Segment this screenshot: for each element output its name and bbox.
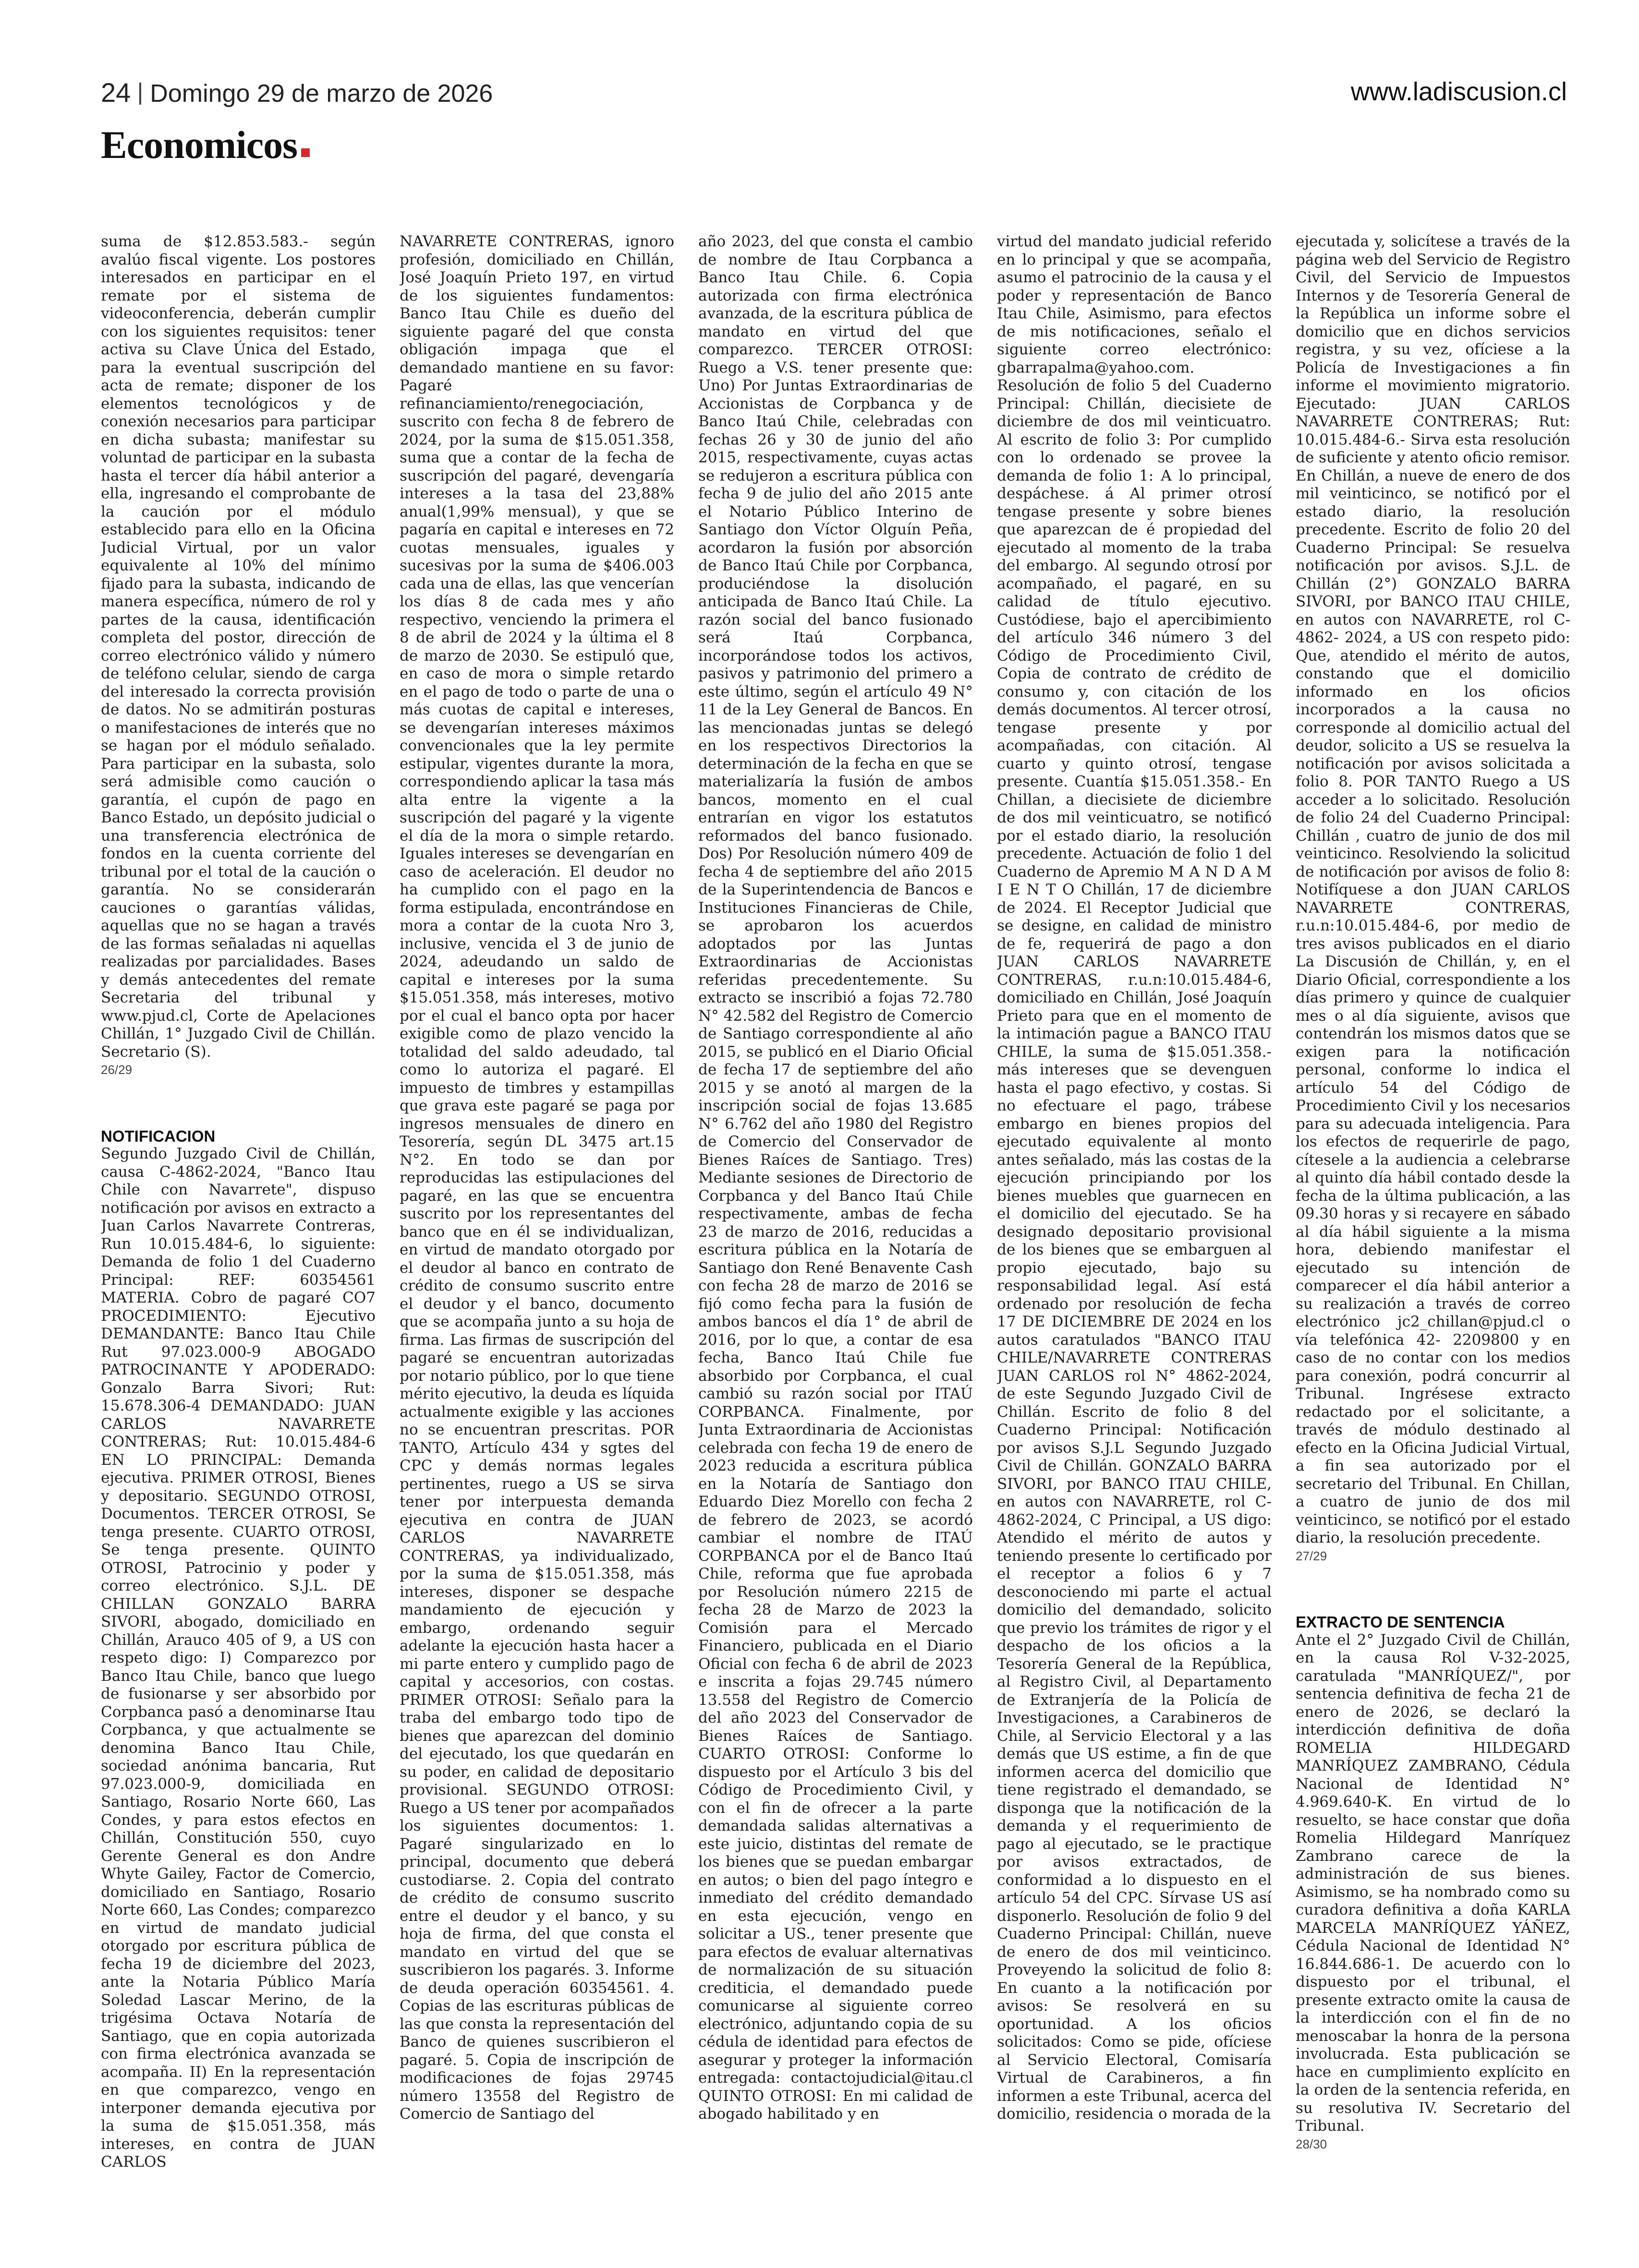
column-4	[997, 233, 1272, 2230]
notice-heading: NOTIFICACION	[101, 1127, 216, 1145]
notice-body: NAVARRETE CONTRERAS, ignoro profesión, domiciliado en Chillán, José Joaquín Prieto 197, en virtud de los siguientes fundamentos: Banco Itau Chile es dueño del siguiente pagaré del que consta obligación impaga que el demandado mantiene en su favor: Pagaré refinanciamiento/renegociación, suscrito con fecha 8 de febrero de 2024, por la suma de $15.051.358, suma que a contar de la fecha de suscripción del pagaré, devengaría intereses a la tasa del 23,88% anual(1,99% mensual), y que se pagaría en capital e intereses en 72 cuotas mensuales, iguales y sucesivas por la suma de $406.003 cada una de ellas, las que vencerían los días 8 de cada mes y año respectivo, venciendo la primera el 8 de abril de 2024 y la última el 8 de marzo de 2030. Se estipuló que, en caso de mora o simple retardo en el pago de todo o parte de una o más cuotas de capital e intereses, se devengarían intereses máximos convencionales que la ley permite estipular, vigentes durante la mora, correspondiendo aplicar la tasa más alta entre la vigente a la suscripción del pagaré y la vigente el día de la mora o simple retardo. Iguales intereses se devengarían en caso de aceleración. El deudor no ha cumplido con el pago en la forma estipulada, encontrándose en mora a contar de la cuota Nro 3, inclusive, vencida el 3 de junio de 2024, adeudando un saldo de capital e intereses por la suma $15.051.358, más intereses, motivo por el cual el banco opta por hacer exigible como de plazo vencido la totalidad del saldo adeudado, tal como lo autoriza el pagaré. El impuesto de timbres y estampillas que grava este pagaré se paga por ingresos mensuales de dinero en Tesorería, según DL 3475 art.15 N°2. En todo se dan por reproducidas las estipulaciones del pagaré, en las que se encuentra suscrito por los representantes del banco que en él se individualizan, en virtud de mandato otorgado por el deudor al banco en contrato de crédito de consumo suscrito entre el deudor y el banco, documento que se acompaña junto a su hoja de firma. Las firmas de suscripción del pagaré se encuentran autorizadas por notario público, por lo que tiene mérito ejecutivo, la deuda es líquida actualmente exigible y las acciones no se encuentran prescritas. POR TANTO, Artículo 434 y sgtes del CPC y demás normas legales pertinentes, ruego a US se sirva tener por interpuesta demanda ejecutiva en contra de JUAN CARLOS NAVARRETE CONTRERAS, ya individualizado, por la suma de $15.051.358, más intereses, disponer se despache mandamiento de ejecución y embargo, ordenando seguir adelante la ejecución hasta hacer a mi parte entero y cumplido pago de capital y accesorios, con costas. PRIMER OTROSI: Señalo para la traba del embargo todo tipo de bienes que aparezcan del dominio del ejecutado, los que quedarán en su poder, en calidad de depositario provisional. SEGUNDO OTROSI: Ruego a US tener por acompañados los siguientes documentos: 1. Pagaré singularizado en lo principal, documento que deberá custodiarse. 2. Copia del contrato de crédito de consumo suscrito entre el deudor y el banco, y su hoja de firma, del que consta el mandato en virtud del que se suscribieron los pagarés. 3. Informe de deuda operación 60354561. 4. Copias de las escrituras públicas de las que consta la representación del Banco de quienes suscribieron el pagaré. 5. Copia de inscripción de modificaciones de fojas 29745 número 13558 del Registro de Comercio de Santiago del	[400, 233, 674, 2123]
column-1	[101, 233, 376, 2230]
folio-divider	[139, 83, 141, 105]
notice-body: Ante el 2° Juzgado Civil de Chillán, en la causa Rol V-32-2025, caratulada "MANRÍQUEZ/", por sentencia definitiva de fecha 21 de enero de 2026, se declaró la interdicción definitiva de doña ROMELIA HILDEGARD MANRÍQUEZ ZAMBRANO, Cédula Nacional de Identidad N° 4.969.640-K. En virtud de lo resuelto, se hace constar que doña Romelia Hildegard Manríquez Zambrano carece de la administración de sus bienes. Asimismo, se ha nombrado como su curadora definitiva a doña KARLA MARCELA MANRÍQUEZ YÁÑEZ, Cédula Nacional de Identidad N° 16.844.686-1. De acuerdo con lo dispuesto por el tribunal, el presente extracto omite la causa de la interdicción con el fin de no menoscabar la honra de la persona involucrada. Esta publicación se hace en cumplimiento explícito en la orden de la sentencia referida, en su resolutiva IV. Secretario del Tribunal.	[1296, 1631, 1570, 2135]
page-header	[101, 72, 1567, 120]
notice-spacer	[101, 1079, 376, 1127]
continued-notice-text: ejecutada y, solicítese a través de la página web del Servicio de Registro Civil, del Servicio de Impuestos Internos y de Tesorería General de la República un informe sobre el domicilio que en dichos servicios registra, y su vez, ofíciese a la Policía de Investigaciones a fin informe el movimiento migratorio. Ejecutado: JUAN CARLOS NAVARRETE CONTRERAS; Rut: 10.015.484-6.- Sirva esta resolución de suficiente y atento oficio remisor. En Chillán, a nueve de enero de dos mil veinticinco, se notificó por el estado diario, la resolución precedente. Escrito de folio 20 del Cuaderno Principal: Se resuelva notificación por avisos. S.J.L. de Chillán (2°) GONZALO BARRA SIVORI, por BANCO ITAU CHILE, en autos con NAVARRETE, rol C-4862- 2024, a US con respeto pido: Que, atendido el mérito de autos, constando que el domicilio informado en los oficios incorporados a la causa no corresponde al domicilio actual del deudor, solicito a US se resuelva la notificación por avisos solicitada a folio 8. POR TANTO Ruego a US acceder a lo solicitado. Resolución de folio 24 del Cuaderno Principal: Chillán , cuatro de junio de dos mil veinticinco. Resolviendo la solicitud de notificación por avisos de folio 8: Notifíquese a don JUAN CARLOS NAVARRETE CONTRERAS, r.u.n:10.015.484-6, por medio de tres avisos publicados en el diario La Discusión de Chillán, y, en el Diario Oficial, correspondiente a los días primero y quince de cualquier mes o al día siguiente, avisos que contendrán los mismos datos que se exigen para la notificación personal, conforme lo indica el artículo 54 del Código de Procedimiento Civil y los necesarios para su adecuada inteligencia. Para los efectos de requerirle de pago, cítesele a la audiencia a celebrarse al quinto día hábil contado desde la fecha de la última publicación, a las 09.30 horas y si recayere en sábado al día hábil siguiente a la misma hora, debiendo manifestar el ejecutado su intención de comparecer el día hábil anterior a su realización a través de correo electrónico jc2_chillan@pjud.cl o vía telefónica 42- 2209800 y en caso de no contar con los medios para conexión, podrá concurrir al Tribunal. Ingrésese extracto redactado por el solicitante, a través de módulo destinado al efecto en la Oficina Judicial Virtual, a fin sea autorizado por el secretario del Tribunal. En Chillan, a cuatro de junio de dos mil veinticinco, se notificó por el estado diario, la resolución precedente.	[1296, 233, 1570, 1546]
notice-body: Segundo Juzgado Civil de Chillán, causa C-4862-2024, "Banco Itau Chile con Navarrete", dispuso notificación por avisos en extracto a Juan Carlos Navarrete Contreras, Run 10.015.484-6, lo siguiente: Demanda de folio 1 del Cuaderno Principal: REF: 60354561 MATERIA. Cobro de pagaré CO7 PROCEDIMIENTO: Ejecutivo DEMANDANTE: Banco Itau Chile Rut 97.023.000-9 ABOGADO PATROCINANTE Y APODERADO: Gonzalo Barra Sivori; Rut: 15.678.306-4 DEMANDADO: JUAN CARLOS NAVARRETE CONTRERAS; Rut: 10.015.484-6 EN LO PRINCIPAL: Demanda ejecutiva. PRIMER OTROSI, Bienes y depositario. SEGUNDO OTROSI, Documentos. TERCER OTROSI, Se tenga presente. CUARTO OTROSI, Se tenga presente. QUINTO OTROSI, Patrocinio y poder y correo electrónico. S.J.L. DE CHILLAN GONZALO BARRA SIVORI, abogado, domiciliado en Chillán, Arauco 405 of 9, a US con respeto digo: I) Comparezco por Banco Itau Chile, banco que luego de fusionarse y ser absorbido por Corpbanca pasó a denominarse Itau Corpbanca, y que actualmente se denomina Banco Itau Chile, sociedad anónima bancaria, Rut 97.023.000-9, domiciliada en Santiago, Rosario Norte 660, Las Condes, y para estos efectos en Chillán, Constitución 550, cuyo Gerente General es don Andre Whyte Gailey, Factor de Comercio, domiciliado en Santiago, Rosario Norte 660, Las Condes; comparezco en virtud de mandato judicial otorgado por escritura pública de fecha 19 de diciembre del 2023, ante la Notaria Público María Soledad Lascar Merino, de la trigésima Octava Notaría de Santiago, que en copia autorizada con firma electrónica avanzada se acompaña. II) En la representación en que comparezco, vengo en interponer demanda ejecutiva por la suma de $15.051.358, más intereses, en contra de JUAN CARLOS	[101, 1145, 376, 2171]
continued-notice-text: suma de $12.853.583.- según avalúo fiscal vigente. Los postores interesados en participar en el remate por el sistema de videoconferencia, deberán cumplir con los siguientes requisitos: tener activa su Clave Única del Estado, para la eventual suscripción del acta de remate; disponer de los elementos tecnológicos y de conexión necesarios para participar en dicha subasta; manifestar su voluntad de participar en la subasta hasta el tercer día hábil anterior a ella, ingresando el comprobante de la caución por el módulo establecido para ello en la Oficina Judicial Virtual, por un valor equivalente al 10% del mínimo fijado para la subasta, indicando de manera específica, número de rol y partes de la causa, identificación completa del postor, dirección de correo electrónico válido y número de teléfono celular, siendo de carga del interesado la correcta provisión de datos. No se admitirán posturas o manifestaciones de interés que no se hagan por el módulo señalado. Para participar en la subasta, solo será admisible como caución o garantía, el cupón de pago en Banco Estado, un depósito judicial o una transferencia electrónica de fondos en la cuenta corriente del tribunal por el total de la caución o garantía. No se considerarán cauciones o garantías válidas, aquellas que no se hagan a través de las formas señaladas ni aquellas realizadas por parcialidades. Bases y demás antecedentes del remate Secretaria del tribunal y www.pjud.cl, Corte de Apelaciones Chillán, 1° Juzgado Civil de Chillán. Secretario (S).	[101, 233, 376, 1061]
notice-heading: EXTRACTO DE SENTENCIA	[1296, 1613, 1505, 1631]
section-title	[101, 122, 310, 168]
notice-reference: 26/29	[101, 1062, 133, 1077]
website-link[interactable]: www.ladiscusion.cl	[1350, 77, 1567, 106]
notice-body: virtud del mandato judicial referido en lo principal y que se acompaña, asumo el patrocinio de la causa y el poder y representación de Banco Itau Chile, Asimismo, para efectos de mis notificaciones, señalo el siguiente correo electrónico: gbarrapalma@yahoo.com. Resolución de folio 5 del Cuaderno Principal: Chillán, diecisiete de diciembre de dos mil veinticuatro. Al escrito de folio 3: Por cumplido con lo ordenado se provee la demanda de folio 1: A lo principal, despáchese. á Al primer otrosí tengase presente y sobre bienes que aparezcan de é propiedad del ejecutado al momento de la traba del embargo. Al segundo otrosí por acompañado, el pagaré, en su calidad de título ejecutivo. Custódiese, bajo el apercibimiento del artículo 346 número 3 del Código de Procedimiento Civil, Copia de contrato de crédito de consumo y, con citación de los demás documentos. Al tercer otrosí, tengase presente y por acompañadas, con citación. Al cuarto y quinto otrosí, tengase presente. Cuantía $15.051.358.- En Chillan, a diecisiete de diciembre de dos mil veinticuatro, se notificó por el estado diario, la resolución precedente. Actuación de folio 1 del Cuaderno de Apremio M A N D A M I E N T O Chillán, 17 de diciembre de 2024. El Receptor Judicial que se designe, en calidad de ministro de fe, requerirá de pago a don JUAN CARLOS NAVARRETE CONTRERAS, r.u.n:10.015.484-6, domiciliado en Chillán, José Joaquín Prieto para que en el momento de la intimación pague a BANCO ITAU CHILE, la suma de $15.051.358.- más intereses que se devenguen hasta el pago efectivo, y costas. Si no efectuare el pago, trábese embargo en bienes propios del ejecutado equivalente al monto antes señalado, más las costas de la ejecución principiando por los bienes muebles que guarnecen en el domicilio del ejecutado. Se ha designado depositario provisional de los bienes que se embarguen al propio ejecutado, bajo su responsabilidad legal. Así está ordenado por resolución de fecha 17 DE DICIEMBRE DE 2024 en los autos caratulados "BANCO ITAU CHILE/NAVARRETE CONTRERAS JUAN CARLOS rol N° 4862-2024, de este Segundo Juzgado Civil de Chillán. Escrito de folio 8 del Cuaderno Principal: Notificación por avisos S.J.L Segundo Juzgado Civil de Chillán. GONZALO BARRA SIVORI, por BANCO ITAU CHILE, en autos con NAVARRETE, rol C-4862-2024, C Principal, a US digo: Atendido el mérito de autos y teniendo presente lo certificado por el receptor a folios 6 y 7 desconociendo mi parte el actual domicilio del demandado, solicito que previo los trámites de rigor y el despacho de los oficios a la Tesorería General de la República, al Registro Civil, al Departamento de Extranjería de la Policía de Investigaciones, a Carabineros de Chile, al Servicio Electoral y a las demás que US estime, a fin de que informen acerca del domicilio que tiene registrado el demandado, se disponga que la notificación de la demanda y el requerimiento de pago al ejecutado, se le practique por avisos extractados, de conformidad a lo dispuesto en el artículo 54 del CPC. Sírvase US así disponerlo. Resolución de folio 9 del Cuaderno Principal: Chillán, nueve de enero de dos mil veinticinco. Proveyendo la solicitud de folio 8: En cuanto a la notificación por avisos: Se resolverá en su oportunidad. A los oficios solicitados: Como se pide, ofíciese al Servicio Electoral, Comisaría Virtual de Carabineros, a fin informen a este Tribunal, acerca del domicilio, residencia o morada de la	[997, 233, 1272, 2123]
publication-date: Domingo 29 de marzo de 2026	[150, 80, 493, 108]
classifieds-columns	[101, 233, 1570, 2230]
notice-reference: 27/29	[1296, 1548, 1327, 1563]
column-5	[1296, 233, 1570, 2230]
notice-body: año 2023, del que consta el cambio de nombre de Itau Corpbanca a Banco Itau Chile. 6. Copia autorizada con firma electrónica avanzada, de la escritura pública de mandato en virtud del que comparezco. TERCER OTROSI: Ruego a V.S. tener presente que: Uno) Por Juntas Extraordinarias de Accionistas de Corpbanca y de Banco Itaú Chile, celebradas con fechas 26 y 30 de junio del año 2015, respectivamente, cuyas actas se redujeron a escritura pública con fecha 9 de julio del año 2015 ante el Notario Público Interino de Santiago don Víctor Olguín Peña, acordaron la fusión por absorción de Banco Itaú Chile por Corpbanca, produciéndose la disolución anticipada de Banco Itaú Chile. La razón social del banco fusionado será Itaú Corpbanca, incorporándose todos los activos, pasivos y patrimonio del primero a este último, según el artículo 49 N° 11 de la Ley General de Bancos. En las mencionadas juntas se delegó en los respectivos Directorios la determinación de la fecha en que se materializaría la fusión de ambos bancos, momento en el cual entrarían en vigor los estatutos reformados del banco fusionado. Dos) Por Resolución número 409 de fecha 4 de septiembre del año 2015 de la Superintendencia de Bancos e Instituciones Financieras de Chile, se aprobaron los acuerdos adoptados por las Juntas Extraordinarias de Accionistas referidas precedentemente. Su extracto se inscribió a fojas 72.780 N° 42.582 del Registro de Comercio de Santiago correspondiente al año 2015, se publicó en el Diario Oficial de fecha 17 de septiembre del año 2015 y se anotó al margen de la inscripción social de fojas 13.685 N° 6.762 del año 1980 del Registro de Comercio del Conservador de Bienes Raíces de Santiago. Tres) Mediante sesiones de Directorio de Corpbanca y del Banco Itaú Chile respectivamente, ambas de fecha 23 de marzo de 2016, reducidas a escritura pública en la Notaría de Santiago don René Benavente Cash con fecha 28 de marzo de 2016 se fijó como fecha para la fusión de ambos bancos el día 1° de abril de 2016, por lo que, a contar de esa fecha, Banco Itaú Chile fue absorbido por Corpbanca, el cual cambió su razón social por ITAÚ CORPBANCA. Finalmente, por Junta Extraordinaria de Accionistas celebrada con fecha 19 de enero de 2023 reducida a escritura pública en la Notaría de Santiago don Eduardo Diez Morello con fecha 2 de febrero de 2023, se acordó cambiar el nombre de ITAÚ CORPBANCA por el de Banco Itaú Chile, reforma que fue aprobada por Resolución número 2215 de fecha 28 de Marzo de 2023 la Comisión para el Mercado Financiero, publicada en el Diario Oficial con fecha 6 de abril de 2023 e inscrita a fojas 29.745 número 13.558 del Registro de Comercio del año 2023 del Conservador de Bienes Raíces de Santiago. CUARTO OTROSI: Conforme lo dispuesto por el Artículo 3 bis del Código de Procedimiento Civil, y con el fin de ofrecer a la parte demandada salidas alternativas a este juicio, distintas del remate de los bienes que se puedan embargar en autos; o bien del pago íntegro e inmediato del crédito demandado en esta ejecución, vengo en solicitar a US., tener presente que para efectos de evaluar alternativas de normalización de su situación crediticia, el demandado puede comunicarse al siguiente correo electrónico, adjuntando copia de su cédula de identidad para efectos de asegurar y proteger la información entregada: contactojudicial@itau.cl QUINTO OTROSI: En mi calidad de abogado habilitado y en	[698, 233, 973, 2123]
notice-reference: 28/30	[1296, 2136, 1327, 2151]
folio	[101, 77, 493, 108]
page-number: 24	[101, 77, 131, 108]
notice-spacer	[1296, 1565, 1570, 1613]
section-title-dot	[301, 148, 310, 157]
section-title-text: Economicos	[101, 123, 298, 167]
column-2	[400, 233, 674, 2230]
column-3	[698, 233, 973, 2230]
